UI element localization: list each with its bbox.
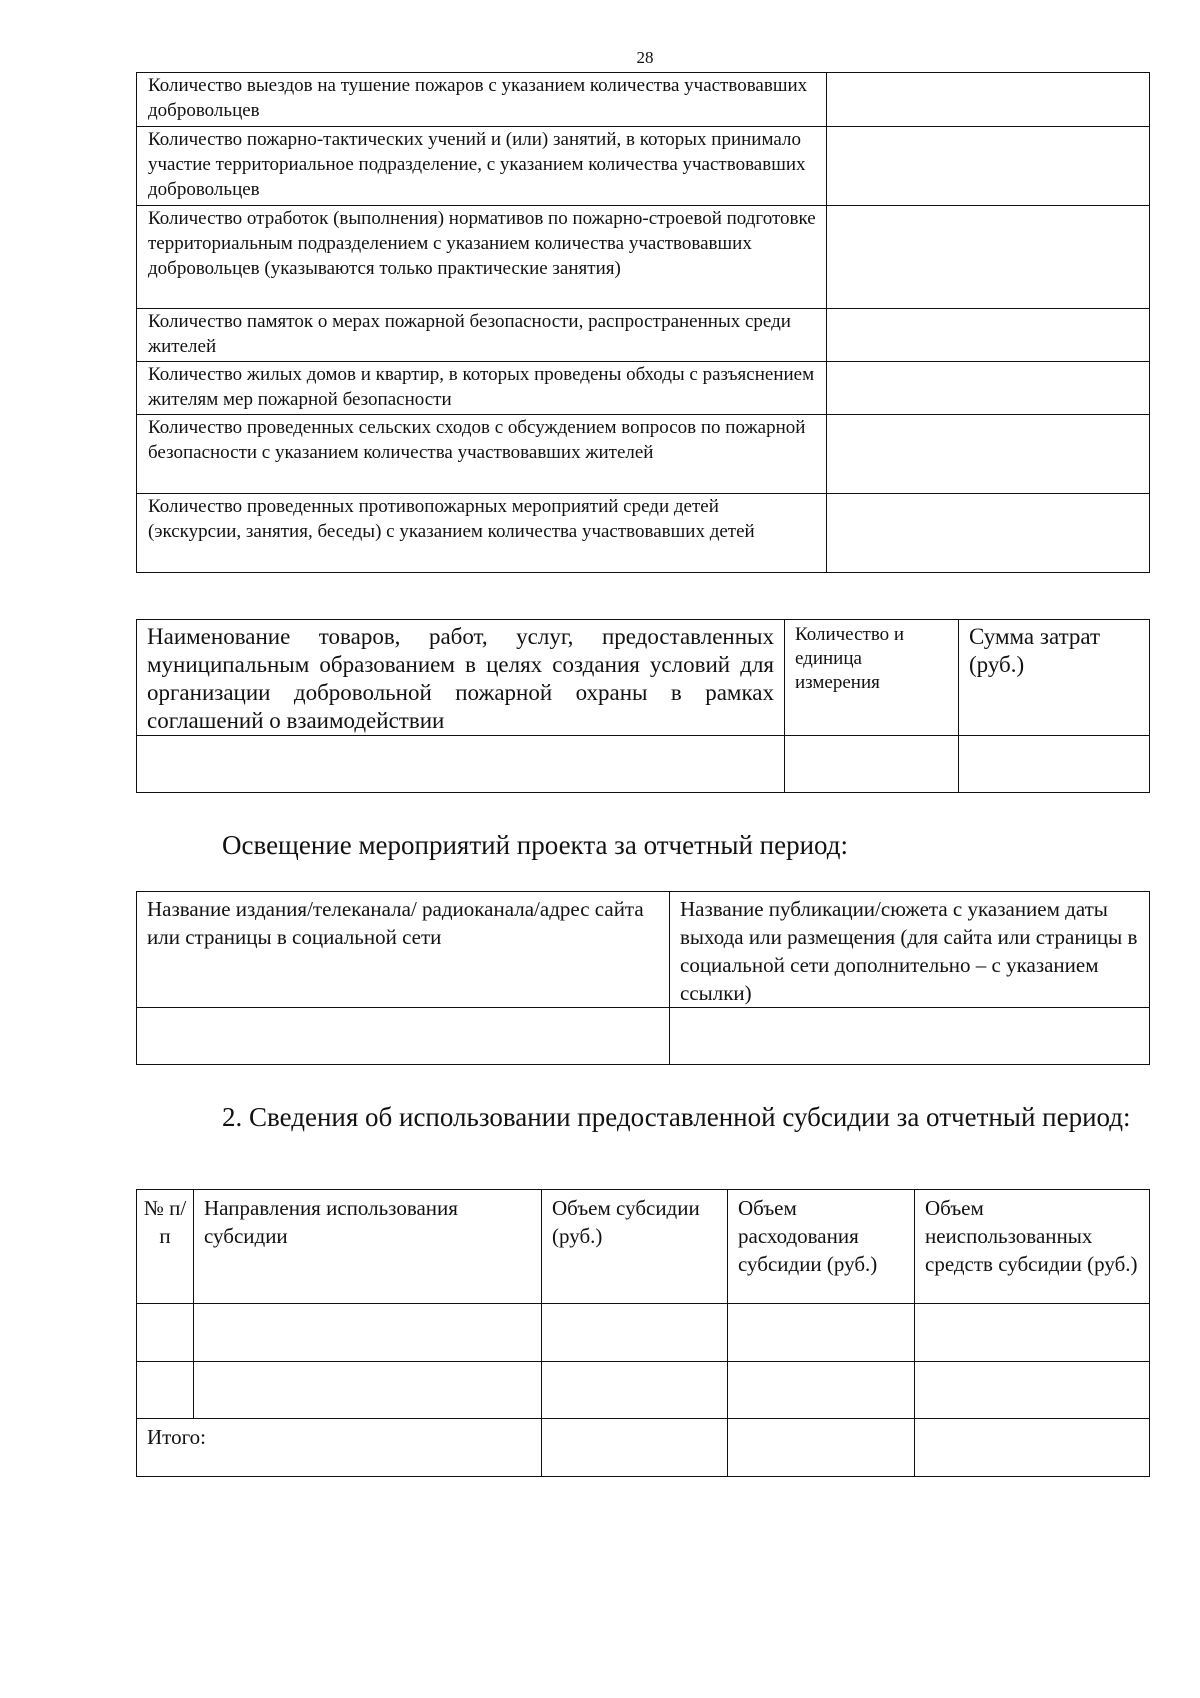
indicator-label: Количество выездов на тушение пожаров с указанием количества участвовавших добровольцев [137, 73, 827, 127]
page-number: 28 [636, 48, 654, 67]
table-header-row [137, 892, 1150, 1008]
table-cell[interactable] [137, 736, 785, 793]
indicator-row [137, 362, 1150, 415]
indicators-table [136, 72, 1150, 573]
subsidy-table [136, 1189, 1150, 1477]
indicator-row [137, 415, 1150, 494]
publication-header: Название публикации/сюжета с указанием даты выхода или размещения (для сайта или страницы в социальной сети дополнительно – с указанием ссылки) [670, 892, 1150, 1008]
indicator-value-cell[interactable] [827, 206, 1150, 309]
indicator-label: Количество памяток о мерах пожарной безопасности, распространенных среди жителей [137, 309, 827, 362]
table-cell[interactable] [194, 1304, 542, 1362]
indicator-value-cell[interactable] [827, 73, 1150, 127]
direction-header: Направления использования субсидии [194, 1190, 542, 1304]
table-cell[interactable] [915, 1419, 1150, 1477]
indicator-row [137, 206, 1150, 309]
cost-header: Сумма затрат (руб.) [959, 620, 1150, 736]
indicator-value-cell[interactable] [827, 494, 1150, 573]
table-cell[interactable] [728, 1419, 915, 1477]
table-cell[interactable] [728, 1304, 915, 1362]
goods-name-header: Наименование товаров, работ, услуг, предоставленных муниципальным образованием в целях создания условий для организации добровольной пожарной охраны в рамках соглашений о взаимодействии [137, 620, 785, 736]
table-row [137, 1362, 1150, 1419]
table-cell[interactable] [137, 1304, 194, 1362]
total-row [137, 1419, 1150, 1477]
table-cell[interactable] [137, 1008, 670, 1065]
indicator-row [137, 73, 1150, 127]
table-header-row [137, 620, 1150, 736]
table-header-row [137, 1190, 1150, 1304]
subsidy-amount-header: Объем субсидии (руб.) [542, 1190, 728, 1304]
table-row [137, 1008, 1150, 1065]
indicator-value-cell[interactable] [827, 362, 1150, 415]
table-cell[interactable] [915, 1362, 1150, 1419]
table-cell[interactable] [542, 1362, 728, 1419]
indicator-row [137, 127, 1150, 206]
indicator-value-cell[interactable] [827, 309, 1150, 362]
table-cell[interactable] [670, 1008, 1150, 1065]
unused-amount-header: Объем неиспользованных средств субсидии (руб.) [915, 1190, 1150, 1304]
subsidy-section-title: 2. Сведения об использовании предоставленной субсидии за отчетный период: [222, 1102, 1131, 1132]
table-row [137, 736, 1150, 793]
row-number-header: № п/п [137, 1190, 194, 1304]
table-row [137, 1304, 1150, 1362]
total-label: Итого: [137, 1419, 542, 1477]
table-cell[interactable] [137, 1362, 194, 1419]
indicator-label: Количество отработок (выполнения) нормативов по пожарно-строевой подготовке территориальным подразделением с указанием количества участвовавших добровольцев (указываются только практические занятия) [137, 206, 827, 309]
indicator-row [137, 494, 1150, 573]
indicator-label: Количество жилых домов и квартир, в которых проведены обходы с разъяснением жителям мер пожарной безопасности [137, 362, 827, 415]
indicator-row [137, 309, 1150, 362]
table-cell[interactable] [194, 1362, 542, 1419]
media-outlet-header: Название издания/телеканала/ радиоканала/адрес сайта или страницы в социальной сети [137, 892, 670, 1008]
table-cell[interactable] [915, 1304, 1150, 1362]
media-section-title: Освещение мероприятий проекта за отчетный период: [222, 830, 849, 860]
indicator-label: Количество пожарно-тактических учений и (или) занятий, в которых принимало участие территориальное подразделение, с указанием количества участвовавших добровольцев [137, 127, 827, 206]
media-table [136, 891, 1150, 1065]
table-cell[interactable] [959, 736, 1150, 793]
indicator-label: Количество проведенных сельских сходов с обсуждением вопросов по пожарной безопасности с указанием количества участвовавших жителей [137, 415, 827, 494]
indicator-label: Количество проведенных противопожарных мероприятий среди детей (экскурсии, занятия, беседы) с указанием количества участвовавших детей [137, 494, 827, 573]
table-cell[interactable] [542, 1419, 728, 1477]
goods-table [136, 619, 1150, 793]
quantity-header: Количество и единица измерения [785, 620, 959, 736]
indicator-value-cell[interactable] [827, 127, 1150, 206]
table-cell[interactable] [785, 736, 959, 793]
indicator-value-cell[interactable] [827, 415, 1150, 494]
spending-amount-header: Объем расходования субсидии (руб.) [728, 1190, 915, 1304]
table-cell[interactable] [728, 1362, 915, 1419]
table-cell[interactable] [542, 1304, 728, 1362]
